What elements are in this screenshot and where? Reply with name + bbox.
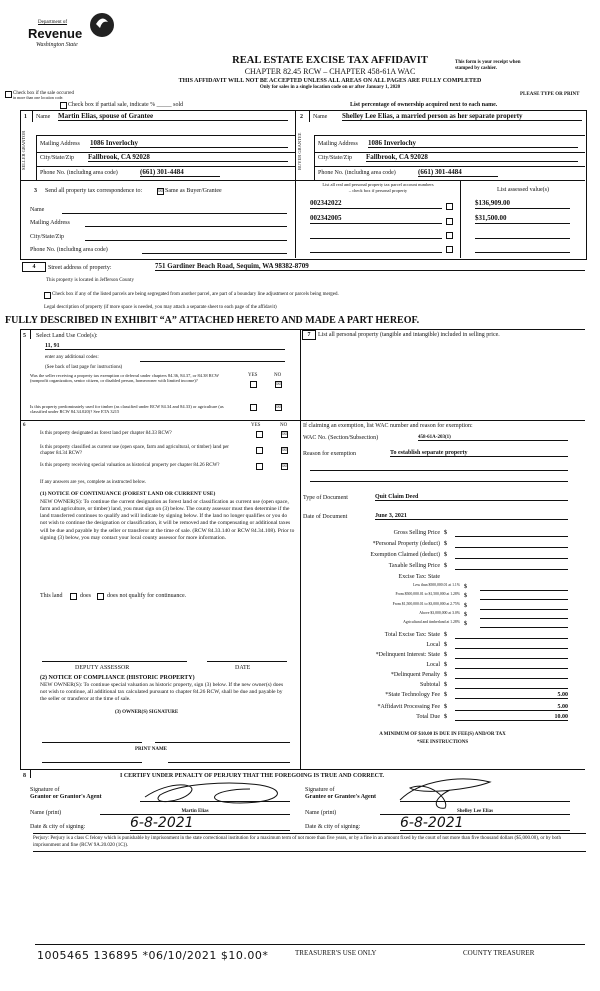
assessed-value-field[interactable]: $136,909.00 [475, 200, 570, 209]
grantor-signature-scribble [140, 775, 300, 807]
notice1-title: (1) NOTICE OF CONTINUANCE (FOREST LAND OR CURRENT USE) [40, 491, 216, 497]
corr-phone-field[interactable] [142, 253, 287, 254]
question-text: Is this property predominately used for timber (as classified under RCW 84.34 and 84.33) or agriculture (as classified under RCW 84.34.020)? See ETA 3215 [30, 404, 224, 415]
partial-sale-label: Check box if partial sale, indicate % _____ sold [68, 102, 184, 108]
assessed-value-field[interactable]: $31,500.00 [475, 215, 570, 224]
fee-value-field[interactable] [455, 563, 568, 570]
receipt-note-1: This form is your receipt when [455, 60, 521, 65]
seller-name-field[interactable]: Martin Elias, spouse of Grantee [58, 113, 288, 121]
yes-header: YES [248, 373, 258, 378]
currency-symbol: $ [444, 552, 447, 558]
fee-value-field[interactable] [480, 584, 568, 591]
grantee-name-field[interactable]: Shelley Lee Elias [380, 809, 570, 815]
seller-num: 1 [24, 114, 27, 120]
seller-name-label: Name [36, 114, 51, 120]
multi-location-label-2: in more than one location code. [13, 95, 64, 100]
deputy-date-line[interactable] [207, 661, 287, 662]
no-checkbox[interactable]: ☒ [282, 432, 287, 437]
owner-signature-label: (3) OWNER(S) SIGNATURE [115, 710, 179, 715]
partial-sale-checkbox[interactable] [60, 102, 67, 109]
currency-symbol: $ [464, 611, 467, 618]
fee-label: Agricultural and timberland at 1.28% [403, 620, 460, 625]
corr-phone-label: Phone No. (including area code) [30, 247, 108, 253]
reason-field[interactable]: To establish separate property [390, 450, 568, 457]
form-title: REAL ESTATE EXCISE TAX AFFIDAVIT [232, 55, 428, 66]
buyer-mailing-label: Mailing Address [318, 141, 358, 147]
segregated-label: Check box if any of the listed parcels are being segregated from another parcel, are part of a boundary line adjustment or parcels being merged. [52, 292, 339, 297]
deputy-assessor-signature-line[interactable] [42, 661, 187, 662]
logo-line-3: Washington State [36, 42, 78, 48]
receipt-note-2: stamped by cashier. [455, 66, 497, 71]
corr-name-label: Name [30, 207, 45, 213]
land-use-label: Select Land Use Code(s): [36, 333, 98, 339]
fee-value-field[interactable] [480, 621, 568, 628]
same-as-buyer-checkbox[interactable]: ☒ [158, 189, 163, 194]
fee-label: *Delinquent Penalty [390, 671, 440, 678]
fee-label: From $500,000.01 to $1,500,000 at 1.28% [395, 592, 460, 597]
currency-symbol: $ [444, 641, 447, 648]
send-correspondence-label: Send all property tax correspondence to: [45, 188, 143, 194]
corr-mailing-label: Mailing Address [30, 220, 70, 226]
currency-symbol: $ [444, 661, 447, 668]
seller-phone-field[interactable]: (661) 301-4484 [140, 169, 220, 177]
corr-city-field[interactable] [85, 240, 287, 241]
fee-label: *Delinquent Interest: State [375, 651, 440, 658]
buyer-side-label: BUYER GRANTEE [297, 132, 302, 170]
question-text: Was the seller receiving a property tax exemption or deferral under chapters 84.36, 84.37, or 84.38 RCW (nonprofit organization, senior citizen, or disabled person, homeowner with limited income)? [30, 373, 219, 384]
fee-value-field[interactable] [480, 612, 568, 619]
no-header: NO [280, 423, 288, 428]
section8-num: 8 [23, 773, 26, 779]
grantor-date-label: Date & city of signing: [30, 824, 86, 830]
see-back-note: (See back of last page for instructions) [45, 365, 123, 370]
fee-label: Less than $500,000.01 at 1.1% [413, 583, 460, 587]
county-treasurer-label: COUNTY TREASURER [463, 949, 535, 957]
no-header: NO [274, 373, 282, 378]
fee-label: Above $3,000,000 at 3.0% [419, 610, 460, 615]
owner-signature-line[interactable] [42, 742, 142, 743]
same-as-buyer-label: Same as Buyer/Grantee [165, 188, 222, 194]
currency-symbol: $ [444, 691, 447, 698]
fee-value-field[interactable]: 5.00 [455, 692, 568, 699]
assessed-header: List assessed value(s) [497, 187, 549, 193]
grantee-signature-scribble [390, 770, 500, 810]
grantor-name-field[interactable]: Martin Elias [100, 809, 290, 815]
currency-symbol: $ [444, 703, 447, 710]
assessed-value-field[interactable] [475, 244, 570, 253]
please-type: PLEASE TYPE OR PRINT [520, 92, 580, 97]
currency-symbol: $ [444, 671, 447, 678]
account-number-field[interactable] [310, 230, 442, 239]
fee-value-field[interactable] [455, 642, 568, 649]
print-name-line[interactable] [42, 762, 142, 763]
doc-date-field[interactable]: June 3, 2021 [375, 513, 568, 520]
fee-label: Exemption Claimed (deduct) [370, 552, 440, 558]
yes-checkbox[interactable] [256, 463, 263, 470]
currency-symbol: $ [444, 713, 447, 720]
print-name-label: PRINT NAME [135, 747, 167, 752]
fee-value-field[interactable] [455, 662, 568, 669]
form-only-for: Only for sales in a single location code on or after January 1, 2020 [259, 85, 401, 90]
question-text: Is this property designated as forest land per chapter 84.33 RCW? [40, 431, 172, 436]
segregated-checkbox[interactable] [44, 292, 51, 299]
account-number-field[interactable]: 002342022 [310, 200, 442, 209]
currency-symbol: $ [464, 621, 467, 628]
no-checkbox[interactable]: ☒ [282, 464, 287, 469]
buyer-mailing-field[interactable]: 1086 Inverlochy [368, 140, 578, 148]
fee-label: From $1,500,000.01 to $3,000,000 at 2.75% [392, 601, 460, 606]
yes-checkbox[interactable] [250, 381, 257, 388]
section4-num: 4 [22, 262, 46, 272]
question-text: Is this property classified as current use (open space, farm and agricultural, or timber) land per chapter 84.34 RCW? [40, 445, 229, 456]
grantor-sig-label-1: Signature of [30, 787, 60, 793]
yes-checkbox[interactable] [250, 404, 257, 411]
corr-name-field[interactable] [62, 213, 287, 214]
fee-value-field[interactable] [455, 530, 568, 537]
reason-line-3[interactable] [310, 481, 568, 482]
fee-label: *Affidavit Processing Fee [377, 703, 440, 710]
section3-num: 3 [34, 188, 37, 194]
yes-checkbox[interactable] [256, 431, 263, 438]
this-land-label: This land [40, 593, 63, 599]
legal-description-label: Legal description of property (if more space is needed, you may attach a separate sheet to each page of the affidavit) [44, 305, 277, 310]
fee-value-field[interactable] [480, 593, 568, 600]
grantee-sig-label-1: Signature of [305, 787, 335, 793]
fee-label: Gross Selling Price [393, 530, 440, 536]
street-label: Street address of property: [48, 265, 112, 271]
fee-value-field[interactable] [455, 552, 568, 559]
seller-city-field[interactable]: Fallbrook, CA 92028 [88, 154, 288, 162]
excise-tax-label: Excise Tax: State [398, 574, 440, 580]
grantee-date-field[interactable]: 6-8-2021 [400, 816, 570, 831]
buyer-city-field[interactable]: Fallbrook, CA 92028 [366, 154, 578, 162]
form-warning: THIS AFFIDAVIT WILL NOT BE ACCEPTED UNLESS ALL AREAS ON ALL PAGES ARE FULLY COMPLETED [178, 78, 482, 84]
fee-value-field[interactable]: 10.00 [455, 714, 568, 721]
doc-type-field[interactable]: Quit Claim Deed [375, 494, 568, 501]
accounts-header-1: List all real and personal property tax parcel account numbers [322, 182, 434, 187]
form-chapter: CHAPTER 82.45 RCW – CHAPTER 458-61A WAC [244, 67, 416, 76]
section6-num: 6 [23, 423, 26, 428]
reason-line-2[interactable] [310, 470, 568, 471]
currency-symbol: $ [444, 651, 447, 658]
no-checkbox[interactable]: ☒ [276, 405, 281, 410]
notice2-body: NEW OWNER(S): To continue special valuation as historic property, sign (3) below. If the new owner(s) does not wish to continue, all additional tax calculated pursuant to chapter 84.26 RCW, shall be due and payable by the seller or transferor at the time of sale. [40, 682, 284, 703]
county-text: This property is located in Jefferson County [46, 278, 134, 283]
if-yes-note: If any answers are yes, complete as instructed below. [40, 480, 147, 485]
no-checkbox[interactable]: ☒ [276, 382, 281, 387]
street-field[interactable]: 751 Gardiner Beach Road, Sequim, WA 98382-8709 [155, 263, 585, 271]
legal-description: FULLY DESCRIBED IN EXHIBIT “A” ATTACHED HERETO AND MADE A PART HEREOF. [5, 315, 420, 326]
seller-mailing-label: Mailing Address [40, 141, 80, 147]
yes-checkbox[interactable] [256, 447, 263, 454]
fee-value-field[interactable]: 5.00 [455, 704, 568, 711]
multi-location-checkbox[interactable] [5, 91, 12, 98]
see-instructions: *SEE INSTRUCTIONS [416, 740, 469, 745]
logo-line-2: Revenue [28, 26, 83, 41]
fee-value-field[interactable] [455, 632, 568, 639]
section7-num: 7 [302, 330, 316, 340]
does-checkbox[interactable] [70, 593, 77, 600]
account-number-field[interactable]: 002342005 [310, 215, 442, 224]
perjury-notice: Perjury: Perjury is a class C felony which is punishable by imprisonment in the state correctional institution for a maximum term of not more than five years, or by a fine in an amount fixed by the court of not more than five thousand dollars ($5,000.00), or by both imprisonment and fine (RCW 9A.20.020 (1C)). [33, 836, 561, 848]
does-not-label: does not qualify for continuance. [107, 593, 187, 599]
no-checkbox[interactable]: ☒ [282, 448, 287, 453]
deputy-assessor-label: DEPUTY ASSESSOR [75, 665, 130, 671]
grantor-date-field[interactable]: 6-8-2021 [130, 816, 290, 831]
buyer-phone-label: Phone No. (including area code) [318, 170, 396, 176]
wac-field[interactable]: 458-61A-203(1) [418, 435, 568, 441]
deputy-date-label: DATE [235, 665, 251, 671]
fee-label: Total Due [416, 713, 440, 720]
yes-header: YES [251, 423, 261, 428]
grantee-date-label: Date & city of signing: [305, 824, 361, 830]
personal-property-label: List all personal property (tangible and intangible) included in selling price. [318, 332, 500, 338]
logo-emblem-icon [88, 10, 116, 40]
grantor-name-label: Name (print) [30, 810, 62, 816]
currency-symbol: $ [444, 681, 447, 688]
seller-phone-label: Phone No. (including area code) [40, 170, 118, 176]
buyer-name-field[interactable]: Shelley Lee Elias, a married person as her separate property [342, 113, 582, 121]
fee-value-field[interactable] [455, 682, 568, 689]
personal-property-checkbox[interactable] [446, 232, 453, 239]
buyer-num: 2 [300, 114, 303, 120]
section5-num: 5 [23, 333, 26, 339]
seller-side-label: SELLER GRANTOR [21, 130, 26, 170]
fee-value-field[interactable] [480, 603, 568, 610]
assessed-value-field[interactable] [475, 230, 570, 239]
fee-value-field[interactable] [455, 672, 568, 679]
fee-label: Subtotal [419, 681, 440, 688]
multi-location-label-1: Check box if the sale occurred [13, 91, 74, 96]
additional-codes-field[interactable] [140, 361, 285, 362]
fee-label: Total Excise Tax: State [384, 631, 440, 638]
buyer-phone-field[interactable]: (661) 301-4484 [418, 169, 498, 177]
buyer-name-label: Name [313, 114, 328, 120]
land-use-field[interactable]: 11, 91 [45, 343, 285, 350]
personal-property-checkbox[interactable] [446, 218, 453, 225]
corr-mailing-field[interactable] [85, 226, 287, 227]
currency-symbol: $ [444, 530, 447, 536]
fee-value-field[interactable] [455, 541, 568, 548]
corr-city-label: City/State/Zip [30, 234, 64, 240]
ownership-note: List percentage of ownership acquired next to each name. [350, 102, 498, 108]
currency-symbol: $ [464, 602, 467, 609]
fee-label: Taxable Selling Price [388, 563, 440, 569]
seller-mailing-field[interactable]: 1086 Inverlochy [90, 140, 288, 148]
accounts-header-2: – check box if personal property [348, 188, 408, 193]
fee-label: *State Technology Fee [385, 691, 440, 698]
fee-value-field[interactable] [455, 652, 568, 659]
fee-label: Local [426, 641, 440, 648]
buyer-city-label: City/State/Zip [318, 155, 352, 161]
question-text: Is this property receiving special valuation as historical property per chapter 84.26 RCW? [40, 463, 220, 468]
does-not-checkbox[interactable] [97, 593, 104, 600]
wac-label: WAC No. (Section/Subsection) [303, 435, 379, 441]
certify-statement: I CERTIFY UNDER PENALTY OF PERJURY THAT THE FOREGOING IS TRUE AND CORRECT. [120, 773, 385, 779]
grantor-sig-label-2: Grantor or Grantor's Agent [30, 794, 102, 800]
personal-property-checkbox[interactable] [446, 246, 453, 253]
doc-date-label: Date of Document [303, 514, 348, 520]
logo-line-1: Department of [38, 20, 68, 25]
notice1-body: NEW OWNER(S): To continue the current designation as forest land or classification as current use (open space, farm and agriculture, or timber) land, you must sign on (3) below. The county assessor must then determine if the land transferred continues to qualify and will indicate by signing below. If the land no longer qualifies or you do not wish to continue the designation or classification, it will be removed and the compensating or additional taxes will be due and payable by the seller or transferor at the time of sale. (RCW 84.33.140 or RCW 84.34.108). Prior to signing (3) below, you may contact your local county assessor for more information. [40, 499, 295, 541]
treasurer-use-label: TREASURER'S USE ONLY [295, 949, 377, 957]
currency-symbol: $ [444, 631, 447, 638]
grantee-name-label: Name (print) [305, 810, 337, 816]
exemption-label: If claiming an exemption, list WAC number and reason for exemption: [303, 423, 473, 429]
currency-symbol: $ [464, 584, 467, 590]
additional-codes-label: enter any additional codes: [45, 355, 99, 360]
currency-symbol: $ [444, 563, 447, 569]
currency-symbol: $ [464, 593, 467, 600]
seller-city-label: City/State/Zip [40, 155, 74, 161]
doc-type-label: Type of Document [303, 495, 348, 501]
personal-property-checkbox[interactable] [446, 203, 453, 210]
fee-label: *Personal Property (deduct) [372, 541, 440, 547]
currency-symbol: $ [444, 541, 447, 547]
notice2-title: (2) NOTICE OF COMPLIANCE (HISTORIC PROPERTY) [40, 675, 195, 681]
minimum-note: A MINIMUM OF $10.00 IS DUE IN FEE(S) AND/OR TAX [379, 732, 506, 737]
grantee-sig-label-2: Grantee or Grantee's Agent [305, 794, 377, 800]
receipt-stamp: 1005465 136895 *06/10/2021 $10.00* [37, 949, 269, 962]
account-number-field[interactable] [310, 244, 442, 253]
fee-label: Local [426, 661, 440, 668]
reason-label: Reason for exemption [303, 451, 356, 457]
does-label: does [80, 593, 91, 599]
